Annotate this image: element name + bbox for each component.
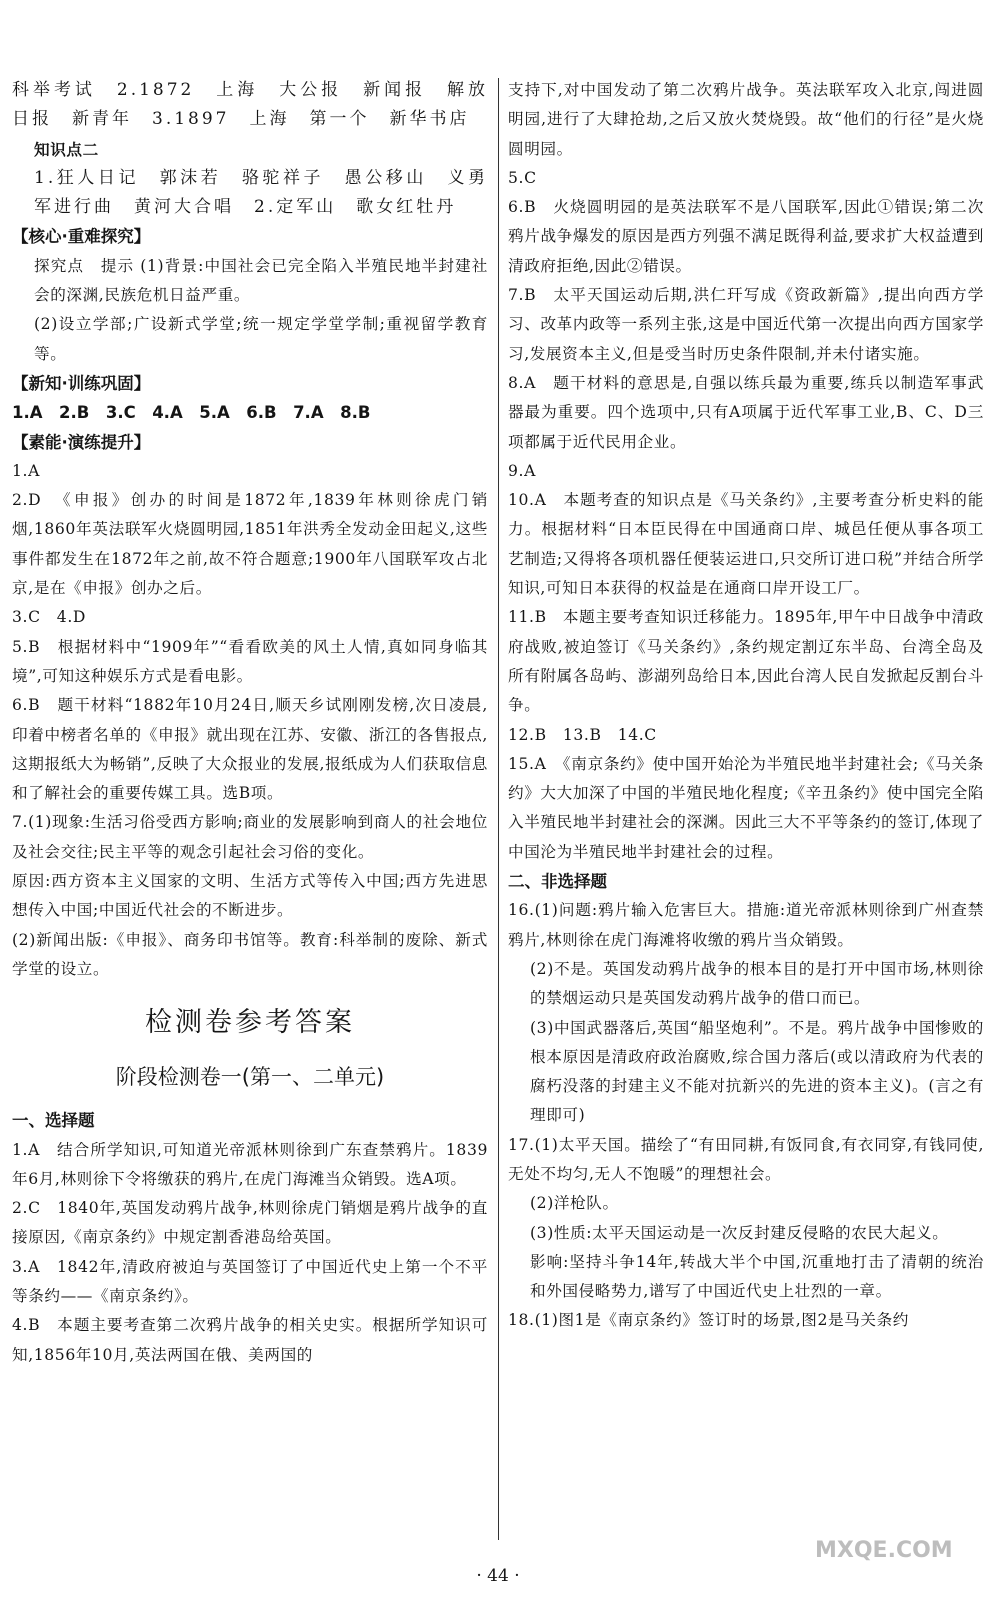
answer-paragraph: 探究点 提示 (1)背景:中国社会已完全陷入半殖民地半封建社会的深渊,民族危机日益严重。 <box>34 256 488 305</box>
left-column <box>12 76 488 1370</box>
answer-paragraph: 影响:坚持斗争14年,转战大半个中国,沉重地打击了清朝的统治和外国侵略势力,谱写了中国近代史上壮烈的一章。 <box>530 1252 984 1301</box>
answer-paragraph: 科举考试 2.1872 上海 大公报 新闻报 解放日报 新青年 3.1897 上海 第一个 新华书店 <box>12 80 488 130</box>
section-heading: 【核心·重难探究】 <box>12 227 151 247</box>
right-column <box>508 76 984 1336</box>
answer-paragraph: 4.B 本题主要考查第二次鸦片战争的相关史实。根据所学知识可知,1856年10月,英法两国在俄、美两国的 <box>12 1316 488 1364</box>
answer-paragraph: 1.A 结合所学知识,可知道光帝派林则徐到广东查禁鸦片。1839年6月,林则徐下令将缴获的鸦片,在虎门海滩当众销毁。选A项。 <box>12 1140 488 1188</box>
answer-paragraph: 8.A 题干材料的意思是,自强以练兵最为重要,练兵以制造军事武器最为重要。四个选项中,只有A项属于近代军事工业,B、C、D三项都属于近代民用企业。 <box>508 373 984 451</box>
answer-paragraph: 11.B 本题主要考查知识迁移能力。1895年,甲午中日战争中清政府战败,被迫签订《马关条约》,条约规定割辽东半岛、台湾全岛及所有附属各岛屿、澎湖列岛给日本,因此台湾人民自发掀起反割台斗争。 <box>508 608 984 715</box>
page-number: · 44 · <box>476 1566 520 1586</box>
section-heading: 【素能·演练提升】 <box>12 432 151 452</box>
answer-paragraph: 16.(1)问题:鸦片输入危害巨大。措施:道光帝派林则徐到广州查禁鸦片,林则徐在虎门海滩将收缴的鸦片当众销毁。 <box>508 901 984 949</box>
sub-title: 阶段检测卷一(第一、二单元) <box>115 1065 385 1090</box>
answer-paragraph: 12.B 13.B 14.C <box>508 725 657 744</box>
answer-paragraph: 2.C 1840年,英国发动鸦片战争,林则徐虎门销烟是鸦片战争的直接原因,《南京条约》中规定割香港岛给英国。 <box>12 1199 488 1247</box>
answer-paragraph: 知识点二 <box>34 139 99 159</box>
column-divider <box>498 78 499 1540</box>
answer-paragraph: 3.C 4.D <box>12 608 86 627</box>
left-column-answers <box>12 76 488 984</box>
answer-paragraph: 1.A <box>12 461 40 480</box>
answer-paragraph: (2)新闻出版:《申报》、商务印书馆等。教育:科举制的废除、新式学堂的设立。 <box>12 930 488 978</box>
watermark: MXQE.COM <box>815 1538 953 1563</box>
left-column-test-answers <box>12 1106 488 1370</box>
answer-paragraph: 6.B 火烧圆明园的是英法联军不是八国联军,因此①错误;第二次鸦片战争爆发的原因是西方列强不满足既得利益,要求扩大权益遭到清政府拒绝,因此②错误。 <box>508 198 984 275</box>
right-column-answers <box>508 76 984 1336</box>
section-heading: 【新知·训练巩固】 <box>12 373 151 393</box>
answer-paragraph: (2)不是。英国发动鸦片战争的根本目的是打开中国市场,林则徐的禁烟运动只是英国发动鸦片战争的借口而已。 <box>530 959 984 1008</box>
answer-paragraph: 10.A 本题考查的知识点是《马关条约》,主要考查分析史料的能力。根据材料“日本臣民得在中国通商口岸、城邑任便从事各项工艺制造;又得将各项机器任便装运进口,只交所订进口税”并结合所学知识,可知日本获得的权益是在通商口岸开设工厂。 <box>508 491 984 598</box>
answer-paragraph: 5.B 根据材料中“1909年”“看看欧美的风土人情,真如同身临其境”,可知这种娱乐方式是看电影。 <box>12 637 488 685</box>
answer-paragraph: 7.B 太平天国运动后期,洪仁玕写成《资政新篇》,提出向西方学习、改革内政等一系列主张,这是中国近代第一次提出向西方国家学习,发展资本主义,但是受当时历史条件限制,并未付诸实施。 <box>508 286 984 363</box>
answer-paragraph: 7.(1)现象:生活习俗受西方影响;商业的发展影响到商人的社会地位及社会交往;民主平等的观念引起社会习俗的变化。 <box>12 813 488 861</box>
answer-paragraph: (3)中国武器落后,英国“船坚炮利”。不是。鸦片战争中国惨败的根本原因是清政府政治腐败,综合国力落后(或以清政府为代表的腐朽没落的封建主义不能对抗新兴的先进的资本主义)。(言之有理即可) <box>530 1018 984 1125</box>
answer-paragraph: 9.A <box>508 461 536 480</box>
answer-paragraph: 17.(1)太平天国。描绘了“有田同耕,有饭同食,有衣同穿,有钱同使,无处不均匀,无人不饱暖”的理想社会。 <box>508 1135 984 1183</box>
answer-paragraph: 原因:西方资本主义国家的文明、生活方式等传入中国;西方先进思想传入中国;中国近代社会的不断进步。 <box>12 872 488 920</box>
answer-paragraph: 18.(1)图1是《南京条约》签订时的场景,图2是马关条约 <box>508 1311 909 1330</box>
answer-paragraph: 1.狂人日记 郭沫若 骆驼祥子 愚公移山 义勇军进行曲 黄河大合唱 2.定军山 歌女红牡丹 <box>34 167 488 218</box>
section-heading: 二、非选择题 <box>508 872 607 892</box>
answer-paragraph: 5.C <box>508 168 537 187</box>
answer-paragraph: 3.A 1842年,清政府被迫与英国签订了中国近代史上第一个不平等条约——《南京条约》。 <box>12 1257 488 1305</box>
answer-paragraph: 15.A 《南京条约》使中国开始沦为半殖民地半封建社会;《马关条约》大大加深了中国的半殖民地化程度;《辛丑条约》使中国完全陷入半殖民地半封建社会的深渊。因此三大不平等条约的签订,体现了中国沦为半殖民地半封建社会的过程。 <box>508 754 984 861</box>
section-heading: 1.A 2.B 3.C 4.A 5.A 6.B 7.A 8.B <box>12 403 371 423</box>
main-title: 检测卷参考答案 <box>145 1007 355 1039</box>
answer-paragraph: (2)洋枪队。 <box>530 1194 619 1213</box>
answer-paragraph: 支持下,对中国发动了第二次鸦片战争。英法联军攻入北京,闯进圆明园,进行了大肆抢劫,之后又放火焚烧毁。故“他们的行径”是火烧圆明园。 <box>508 81 984 158</box>
answer-paragraph: (3)性质:太平天国运动是一次反封建反侵略的农民大起义。 <box>530 1223 949 1242</box>
answer-paragraph: (2)设立学部;广设新式学堂;统一规定学堂学制;重视留学教育等。 <box>34 315 488 363</box>
answer-paragraph: 6.B 题干材料“1882年10月24日,顺天乡试刚刚发榜,次日凌晨,印着中榜者名单的《申报》就出现在江苏、安徽、浙江的各售报点,这期报纸大为畅销”,反映了大众报业的发展,报纸成为人们获取信息和了解社会的重要传媒工具。选B项。 <box>12 696 488 803</box>
section-heading: 一、选择题 <box>12 1111 95 1131</box>
answer-paragraph: 2.D 《申报》创办的时间是1872年,1839年林则徐虎门销烟,1860年英法联军火烧圆明园,1851年洪秀全发动金田起义,这些事件都发生在1872年之前,故不符合题意;1900年八国联军攻占北京,是在《申报》创办之后。 <box>12 491 488 598</box>
